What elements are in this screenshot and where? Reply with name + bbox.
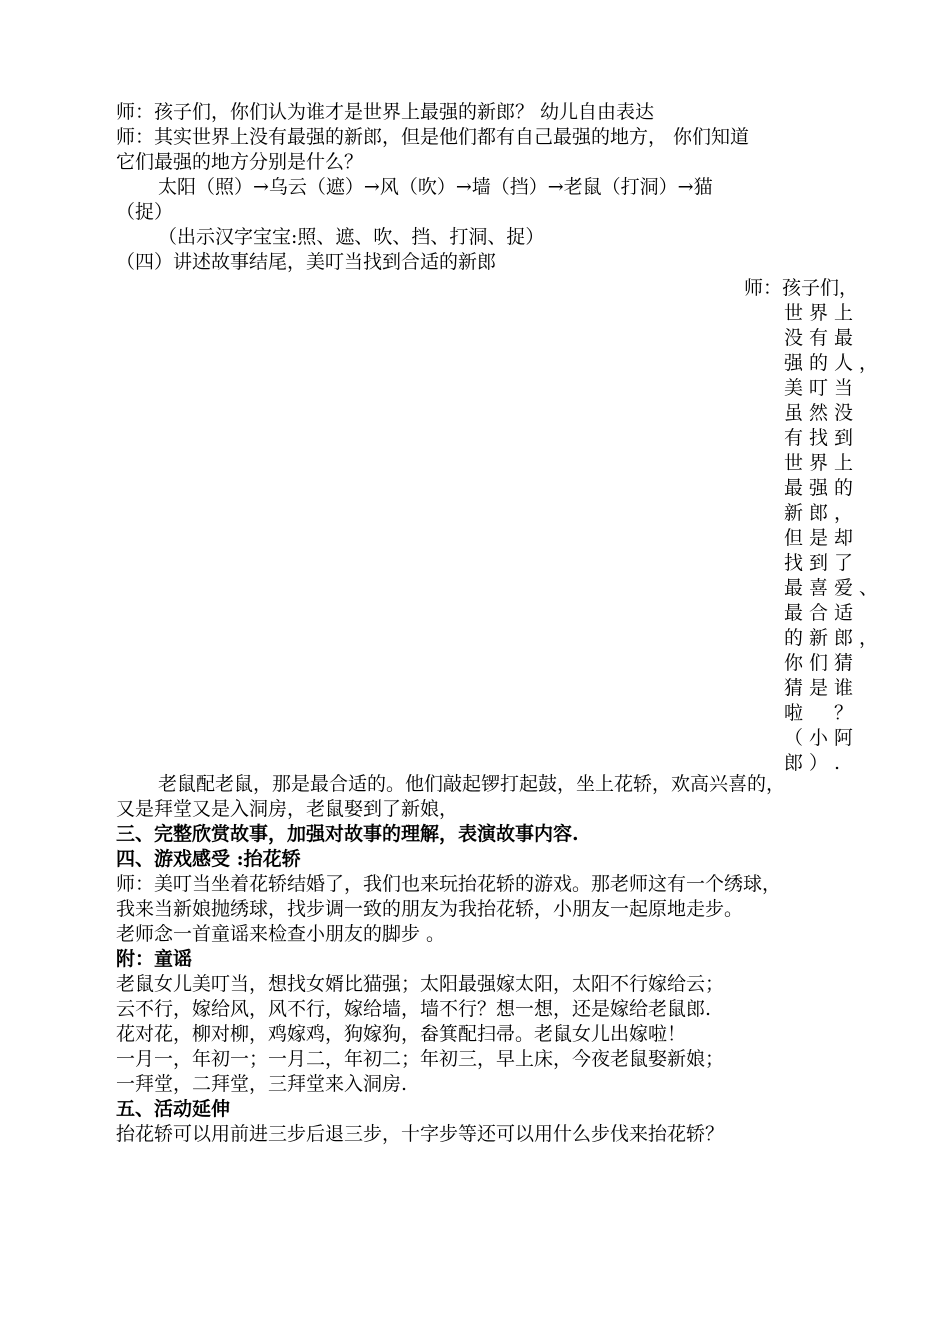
- rhyme-line: 一拜堂，二拜堂，三拜堂来入洞房.: [116, 1073, 408, 1095]
- rhyme-line: 云不行，嫁给风，风不行，嫁给墙，墙不行？想一想，还是嫁给老鼠郎.: [116, 998, 712, 1020]
- column-line: 没有最: [784, 327, 860, 349]
- column-line: 新郎，: [784, 502, 860, 524]
- column-line: 世界上: [784, 452, 860, 474]
- rhyme-line: 老鼠女儿美叮当，想找女婿比猫强；太阳最强嫁太阳，太阳不行嫁给云；: [116, 973, 725, 995]
- column-line: 美叮当: [784, 377, 860, 399]
- teacher-explanation-cont: 它们最强的地方分别是什么？: [116, 151, 364, 173]
- rhyme-line: 一月一，年初一；一月二，年初二；年初三，早上床，今夜老鼠娶新娘；: [116, 1048, 725, 1070]
- column-line: 虽然没: [784, 402, 860, 424]
- section-four-subheading: （四）讲述故事结尾，美叮当找到合适的新郎: [116, 251, 497, 273]
- rhyme-line: 花对花，柳对柳，鸡嫁鸡，狗嫁狗，畚箕配扫帚。老鼠女儿出嫁啦！: [116, 1023, 687, 1045]
- teacher-narrow-column: [784, 301, 885, 776]
- column-line: 找到了: [784, 552, 860, 574]
- hanzi-display-line: （出示汉字宝宝:照、遮、吹、挡、打洞、捉）: [158, 226, 545, 248]
- column-line: 世界上: [784, 302, 860, 324]
- column-line: 最合适: [784, 602, 860, 624]
- story-ending-line-cont: 又是拜堂又是入洞房，老鼠娶到了新娘，: [116, 798, 459, 820]
- column-line: 但是却: [784, 527, 860, 549]
- teacher-explanation-line: 师：其实世界上没有最强的新郎，但是他们都有自己最强的地方， 你们知道: [116, 126, 750, 148]
- column-line: 郎）.: [784, 752, 847, 774]
- teacher-prefix: 师：孩子们，: [744, 277, 859, 299]
- section-three-heading: 三、完整欣赏故事，加强对故事的理解，表演故事内容.: [116, 823, 579, 845]
- game-intro-line: 师：美叮当坐着花轿结婚了，我们也来玩抬花轿的游戏。那老师这有一个绣球，: [116, 873, 782, 895]
- column-line: 你们猜: [784, 652, 860, 674]
- column-line: 强的人，: [784, 352, 885, 374]
- section-five-heading: 五、活动延伸: [116, 1098, 231, 1120]
- column-line: 的新郎，: [784, 627, 885, 649]
- game-intro-line-3: 老师念一首童谣来检查小朋友的脚步 。: [116, 923, 446, 945]
- extension-line: 抬花轿可以用前进三步后退三步，十字步等还可以用什么步伐来抬花轿？: [116, 1123, 725, 1145]
- column-line: 啦 ？: [784, 702, 860, 724]
- column-line: 最强的: [784, 477, 860, 499]
- question-line: 师：孩子们，你们认为谁才是世界上最强的新郎？ 幼儿自由表达: [116, 101, 655, 123]
- section-four-heading: 四、游戏感受 :抬花轿: [116, 848, 301, 870]
- sequence-line: 太阳（照）→乌云（遮）→风（吹）→墙（挡）→老鼠（打洞）→猫: [158, 176, 713, 198]
- story-ending-line: 老鼠配老鼠，那是最合适的。他们敲起锣打起鼓，坐上花轿，欢高兴喜的，: [158, 773, 786, 795]
- column-line: （小阿: [784, 727, 860, 749]
- column-line: 猜是谁: [784, 677, 860, 699]
- column-line: 有找到: [784, 427, 860, 449]
- column-line: 最喜爱、: [784, 577, 885, 599]
- sequence-line-cont: （捉）: [116, 201, 174, 223]
- game-intro-line-2: 我来当新娘抛绣球，找步调一致的朋友为我抬花轿，小朋友一起原地走步。: [116, 898, 744, 920]
- rhyme-heading: 附：童谣: [116, 948, 193, 970]
